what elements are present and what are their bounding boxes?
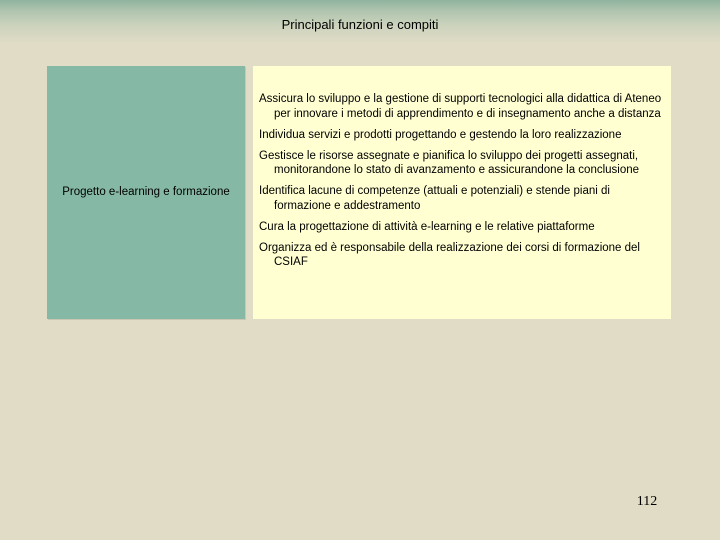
function-item: Individua servizi e prodotti progettando e gestendo la loro realizzazione — [259, 128, 622, 141]
function-item: Gestisce le risorse assegnate e pianifica lo sviluppo dei progetti assegnati, monitorandone lo stato di avanzamento e assicurandone la conclusione — [259, 149, 640, 176]
slide-title: Principali funzioni e compiti — [281, 17, 439, 32]
function-item: Organizza ed è responsabile della realizzazione dei corsi di formazione del CSIAF — [259, 241, 640, 268]
functions-cell — [253, 66, 671, 319]
function-item: Assicura lo sviluppo e la gestione di supporti tecnologici alla didattica di Ateneo per innovare i metodi di apprendimento e di insegnamento anche a distanza — [259, 93, 662, 120]
unit-name-cell — [47, 66, 245, 319]
page-number: 112 — [636, 494, 658, 509]
function-item: Cura la progettazione di attività e-learning e le relative piattaforme — [259, 220, 595, 233]
function-item: Identifica lacune di competenze (attuali e potenziali) e stende piani di formazione e addestramento — [259, 185, 610, 212]
unit-name-label: Progetto e-learning e formazione — [62, 185, 230, 198]
